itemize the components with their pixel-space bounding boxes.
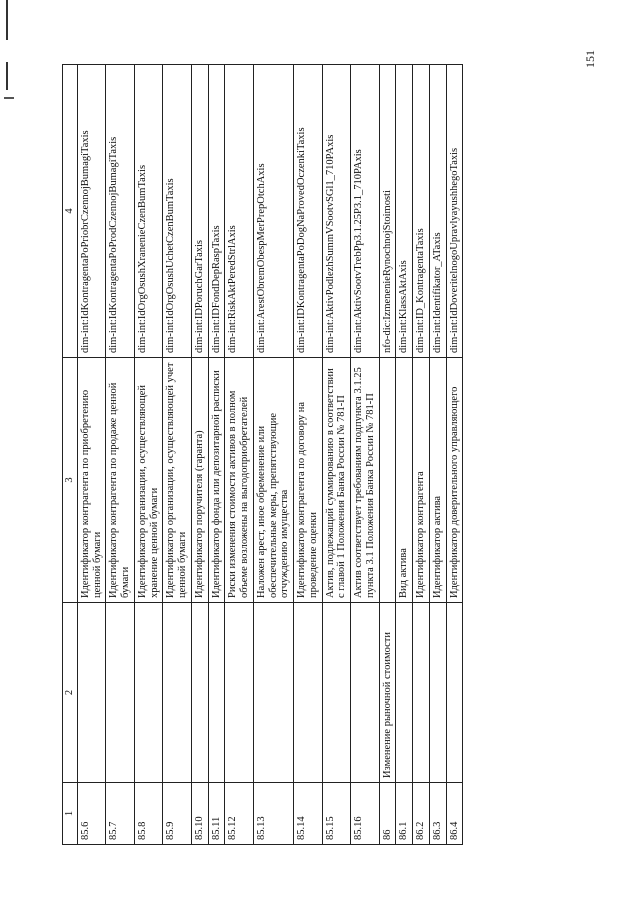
row-number: 85.15 [322,783,351,845]
row-section [225,603,254,783]
row-code: dim-int:Identifikator_ATaxis [429,65,446,358]
table-row [106,65,135,845]
row-section [77,603,106,783]
row-name: Риски изменения стоимости активов в полном объеме возложены на выгодоприобретателей [225,358,254,603]
row-code: dim-int:IdKontragentaPoPriobrCzennojBumagiTaxis [77,65,106,358]
header-col-4: 4 [63,65,78,358]
row-code: dim-int:ArestObremObespMerPrepOtchAxis [253,65,293,358]
row-code: dim-int:IdOrgOsushXranenieCzenBumTaxis [134,65,163,358]
row-section [396,603,413,783]
table-row [351,65,380,845]
row-code: dim-int:AktivSootvTrebPp3.1.25P3.1_710PAxis [351,65,380,358]
row-number: 85.9 [163,783,192,845]
row-number: 86.2 [413,783,430,845]
table-row [294,65,323,845]
header-col-2: 2 [63,603,78,783]
data-table [62,64,463,845]
row-code: dim-int:IdOrgOsushUchetCzenBumTaxis [163,65,192,358]
row-code: dim-int:KlassAktAxis [396,65,413,358]
row-code: dim-int:IDKontragentaPoDogNaProvedOczenkiTaxis [294,65,323,358]
row-name: Идентификатор контрагента по приобретению ценной бумаги [77,358,106,603]
margin-binding-line [6,0,8,40]
row-number: 85.8 [134,783,163,845]
row-name: Идентификатор поручителя (гаранта) [191,358,208,603]
row-name: Идентификатор организации, осуществляющей хранение ценной бумаги [134,358,163,603]
row-section [253,603,293,783]
rotated-table-wrapper [62,65,602,845]
row-code: dim-int:IDFondDepRaspTaxis [208,65,225,358]
row-code: dim-int:ID_KontragentaTaxis [413,65,430,358]
row-section [191,603,208,783]
table-row [322,65,351,845]
row-number: 86.3 [429,783,446,845]
row-number: 85.6 [77,783,106,845]
row-name: Идентификатор организации, осуществляющей учет ценной бумаги [163,358,192,603]
row-name: Идентификатор контрагента по договору на проведение оценки [294,358,323,603]
row-number: 85.7 [106,783,135,845]
table-row [225,65,254,845]
row-number: 85.13 [253,783,293,845]
table-row [163,65,192,845]
row-name: Вид актива [396,358,413,603]
table-row [208,65,225,845]
page-number: 151 [583,50,597,68]
row-number: 86.1 [396,783,413,845]
table-row [379,65,396,845]
row-name: Идентификатор контрагента [413,358,430,603]
row-section [413,603,430,783]
row-section [446,603,463,783]
row-number: 86.4 [446,783,463,845]
row-section [163,603,192,783]
row-code: dim-int:AktivPodlezhSummVSootvSGl1_710PAxis [322,65,351,358]
row-code: dim-int:IdKontragentaPoProdCzennojBumagiTaxis [106,65,135,358]
row-section [351,603,380,783]
margin-binding-line [6,62,8,90]
row-code: dim-int:IDPoruchGarTaxis [191,65,208,358]
row-number: 85.14 [294,783,323,845]
row-section [134,603,163,783]
table-header-row [63,65,78,845]
row-number: 86 [379,783,396,845]
row-section [294,603,323,783]
row-code: dim-int:IdDoveritelnogoUpravlyayushhegoTaxis [446,65,463,358]
row-number: 85.16 [351,783,380,845]
row-name [379,358,396,603]
header-col-1: 1 [63,783,78,845]
row-number: 85.10 [191,783,208,845]
table-row [134,65,163,845]
row-name: Идентификатор актива [429,358,446,603]
table-body [77,65,463,845]
row-section [106,603,135,783]
table-row [396,65,413,845]
table-row [446,65,463,845]
row-name: Наложен арест, иное обременение или обеспечительные меры, препятствующие отчуждению имущества [253,358,293,603]
row-name: Идентификатор доверительного управляющего [446,358,463,603]
row-name: Актив, подлежащий суммированию в соответствии с главой 1 Положения Банка России № 781-П [322,358,351,603]
table-row [429,65,446,845]
row-name: Идентификатор контрагента по продаже ценной бумаги [106,358,135,603]
row-section: Изменение рыночной стоимости [379,603,396,783]
row-section [208,603,225,783]
table-row [77,65,106,845]
row-code: nfo-dic:IzmenenieRynochnojStoimosti [379,65,396,358]
row-number: 85.12 [225,783,254,845]
table-row [413,65,430,845]
row-number: 85.11 [208,783,225,845]
header-col-3: 3 [63,358,78,603]
margin-tick [4,97,14,99]
row-code: dim-int:RiskAktPeredStrlAxis [225,65,254,358]
row-name: Идентификатор фонда или депозитарной расписки [208,358,225,603]
table-row [253,65,293,845]
row-name: Актив соответствует требованиям подпункта 3.1.25 пункта 3.1 Положения Банка России № 781-П [351,358,380,603]
row-section [322,603,351,783]
table-row [191,65,208,845]
row-section [429,603,446,783]
